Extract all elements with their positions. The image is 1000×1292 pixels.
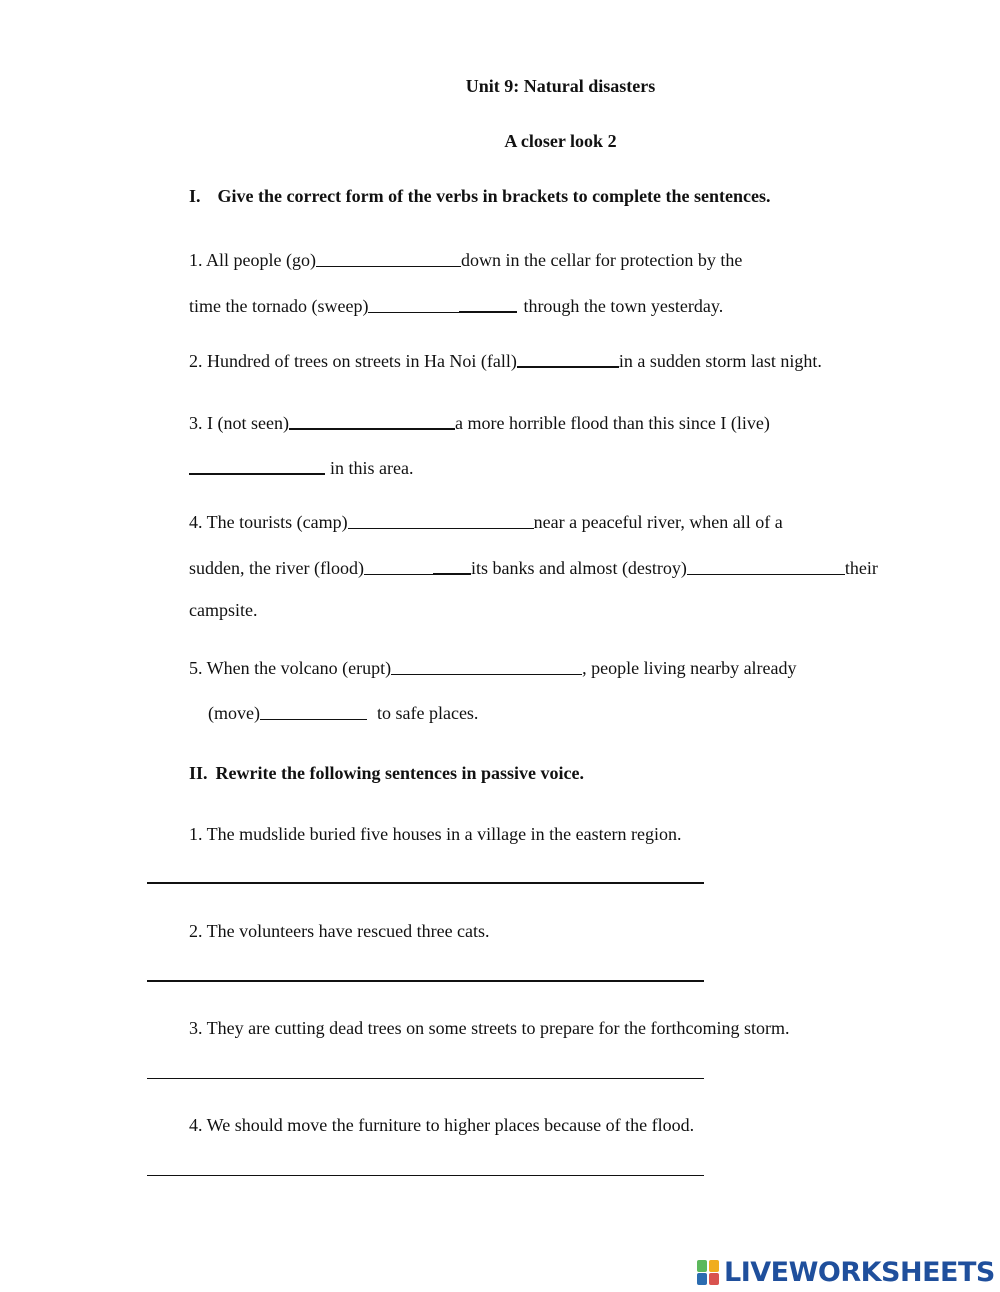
section-1-number: I.: [189, 186, 201, 206]
question-2-text: in a sudden storm last night.: [618, 351, 822, 371]
rewrite-item-2: 2. The volunteers have rescued three cats.: [189, 921, 490, 941]
answer-blank-sweep[interactable]: [459, 293, 517, 313]
section-2-heading: [189, 763, 584, 784]
question-4-text: its banks and almost (destroy): [470, 558, 687, 578]
question-1-line-2: [189, 293, 723, 317]
rewrite-item-4: 4. We should move the furniture to higher places because of the flood.: [189, 1115, 695, 1135]
question-3-line-2: [189, 455, 413, 479]
answer-blank-destroy[interactable]: [687, 556, 845, 575]
rewrite-item-1: 1. The mudslide buried five houses in a village in the eastern region.: [189, 824, 682, 844]
question-1-text: time the tornado (sweep): [189, 296, 369, 316]
question-1-line-1: [189, 248, 742, 271]
liveworksheets-logo: [697, 1252, 995, 1292]
answer-line-3[interactable]: [147, 1078, 704, 1079]
question-3-text: 3. I (not seen): [189, 413, 289, 433]
question-4-text: near a peaceful river, when all of a: [533, 512, 783, 532]
answer-blank-camp[interactable]: [348, 510, 534, 529]
answer-blank-live[interactable]: [189, 455, 325, 475]
answer-blank-sweep-part[interactable]: [368, 294, 459, 313]
rewrite-item-3: 3. They are cutting dead trees on some streets to prepare for the forthcoming storm.: [189, 1018, 790, 1038]
answer-blank-go[interactable]: [316, 248, 461, 267]
question-5-text: 5. When the volcano (erupt): [189, 658, 392, 678]
page-subtitle: A closer look 2: [504, 131, 617, 151]
question-4-text: sudden, the river (flood): [189, 558, 364, 578]
question-3-text: a more horrible flood than this since I (live): [454, 413, 770, 433]
question-5-line-2: [208, 701, 478, 724]
question-3-line-1: [189, 410, 770, 434]
answer-line-4[interactable]: [147, 1175, 704, 1176]
answer-blank-not-seen[interactable]: [289, 410, 455, 430]
answer-line-1[interactable]: [147, 882, 704, 884]
section-1-heading: [189, 186, 771, 207]
question-1-text: 1. All people (go): [189, 250, 316, 270]
question-4-line-3: campsite.: [189, 600, 258, 620]
answer-blank-erupt[interactable]: [391, 656, 582, 675]
answer-blank-move[interactable]: [260, 701, 367, 720]
question-5-text: , people living nearby already: [582, 658, 797, 678]
answer-blank-flood-part[interactable]: [364, 556, 433, 575]
question-3-text: in this area.: [330, 458, 414, 478]
section-2-instruction: Rewrite the following sentences in passive voice.: [215, 763, 584, 783]
question-5-line-1: [189, 656, 797, 679]
question-2-line-1: [189, 348, 822, 372]
question-1-text: through the town yesterday.: [523, 296, 724, 316]
question-4-text: 4. The tourists (camp): [189, 512, 348, 532]
question-5-text: to safe places.: [376, 703, 479, 723]
question-4-line-2: [189, 555, 878, 579]
question-2-text: 2. Hundred of trees on streets in Ha Noi (fall): [189, 351, 517, 371]
answer-line-2[interactable]: [147, 980, 704, 982]
logo-text: LIVEWORKSHEETS: [724, 1256, 995, 1288]
question-5-text: (move): [208, 703, 260, 723]
question-4-text: their: [844, 558, 878, 578]
section-2-number: II.: [189, 763, 208, 783]
liveworksheets-logo-icon: [697, 1258, 721, 1286]
question-4-line-1: [189, 510, 783, 533]
answer-blank-flood[interactable]: [433, 555, 471, 575]
answer-blank-fall[interactable]: [517, 348, 619, 368]
question-1-text: down in the cellar for protection by the: [460, 250, 743, 270]
section-1-instruction: Give the correct form of the verbs in brackets to complete the sentences.: [217, 186, 771, 206]
page-title: Unit 9: Natural disasters: [465, 76, 656, 96]
